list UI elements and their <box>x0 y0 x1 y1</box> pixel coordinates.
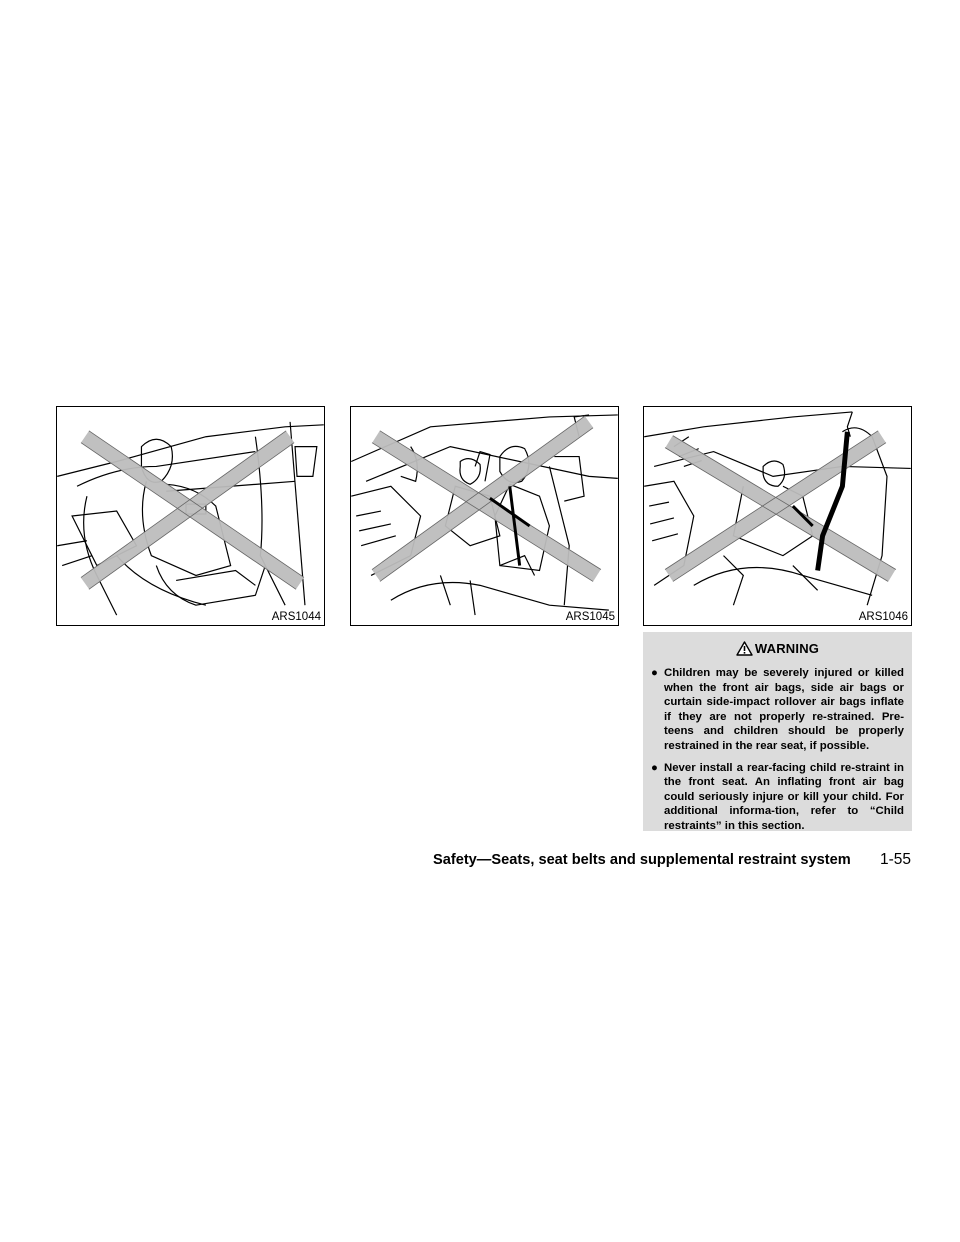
illustration-drawing <box>57 407 324 625</box>
figure-code: ARS1044 <box>271 611 321 623</box>
figure-code: ARS1045 <box>565 611 615 623</box>
warning-title <box>651 639 904 658</box>
warning-item <box>651 666 904 754</box>
page-number: 1-55 <box>880 851 912 868</box>
warning-item-text: Children may be severely injured or killed when the front air bags, side air bags or curtain side-impact rollover air bags inflate if they are not properly re-strained. Pre-teens and children should be properly restrained in the rear seat, if possible. <box>664 667 904 752</box>
illustration-child-on-lap <box>56 406 325 626</box>
bullet: ● <box>651 761 658 774</box>
warning-triangle-icon <box>736 641 753 656</box>
warning-list <box>651 666 904 834</box>
illustration-drawing <box>644 407 911 625</box>
illustration-drawing <box>351 407 618 625</box>
warning-title-text: WARNING <box>754 641 820 656</box>
footer-section-title: Safety—Seats, seat belts and supplemental restraint system <box>433 852 851 868</box>
warning-item <box>651 761 904 834</box>
warning-item-text: Never install a rear-facing child re-straint in the front seat. An inflating front air bag could seriously injure or kill your child. For additional informa-tion, refer to “Child restraints” in this section. <box>664 761 904 832</box>
illustration-child-near-airbag <box>643 406 912 626</box>
illustration-adult-holding-child <box>350 406 619 626</box>
warning-box <box>643 632 912 831</box>
figure-code: ARS1046 <box>858 611 908 623</box>
bullet: ● <box>651 667 658 679</box>
